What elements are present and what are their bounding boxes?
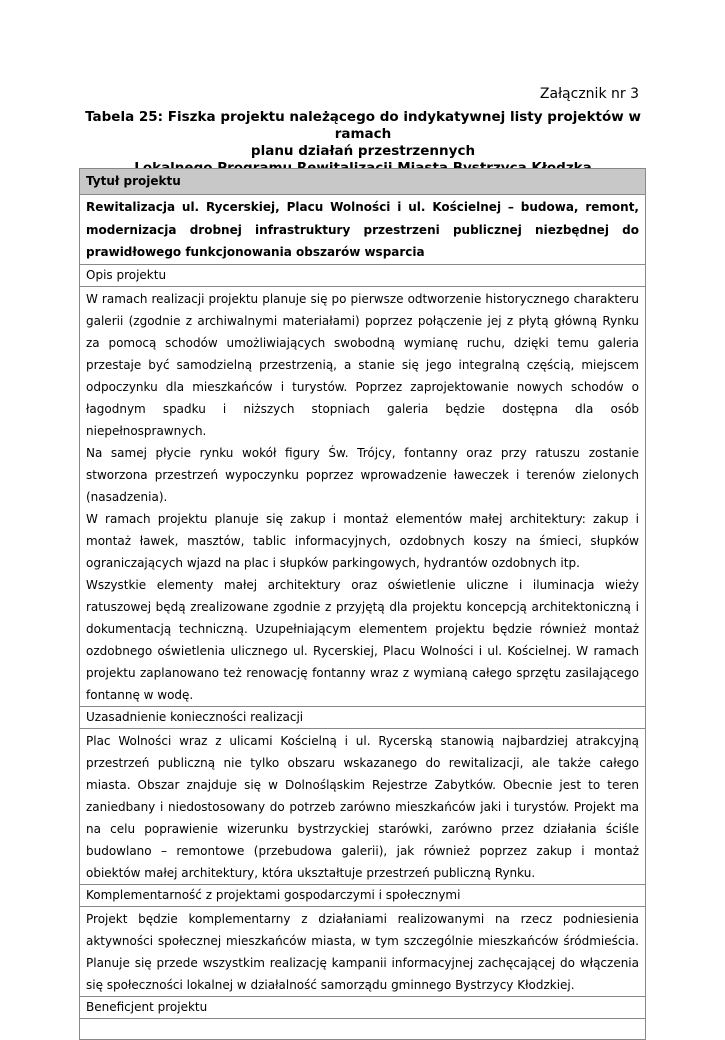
table-row <box>80 195 646 265</box>
description-value <box>80 286 646 706</box>
table-row <box>80 706 646 728</box>
description-paragraph: W ramach realizacji projektu planuje się po pierwsze odtworzenie historycznego charakteru galerii (zgodnie z archiwalnymi materiałami) poprzez połączenie jej z płytą główną Rynku za pomocą schodów umożliwiających swobodną wymianę ruchu, dzięki temu galeria przestaje być samodzielną przestrzenią, a stanie się jego integralną częścią, miejscem odpoczynku dla mieszkańców i turystów. Poprzez zaprojektowanie nowych schodów o łagodnym spadku i niższych stopniach galeria będzie dostępna dla osób niepełnosprawnych. <box>86 291 639 438</box>
description-paragraph: W ramach projektu planuje się zakup i montaż elementów małej architektury: zakup i montaż ławek, masztów, tablic informacyjnych, ozdobnych koszy na śmieci, słupków ograniczających wjazd na plac i słupków parkingowych, hydrantów ozdobnych itp. <box>86 511 639 570</box>
project-title-value: Rewitalizacja ul. Rycerskiej, Placu Wolności i ul. Kościelnej – budowa, remont, modernizacja drobnej infrastruktury przestrzeni publicznej niezbędnej do prawidłowego funkcjonowania obszarów wsparcia <box>80 195 646 265</box>
beneficiary-value <box>80 1018 646 1039</box>
caption-line-1: Tabela 25: Fiszka projektu należącego do indykatywnej listy projektów w ramach <box>85 109 641 142</box>
table-row <box>80 884 646 906</box>
justification-label: Uzasadnienie konieczności realizacji <box>80 706 646 728</box>
table-row <box>80 169 646 195</box>
description-paragraph: Na samej płycie rynku wokół figury Św. Trójcy, fontanny oraz przy ratuszu zostanie stworzona przestrzeń wypoczynku poprzez wprowadzenie ławeczek i terenów zielonych (nasadzenia). <box>86 445 639 504</box>
table-row <box>80 996 646 1018</box>
beneficiary-label: Beneficjent projektu <box>80 996 646 1018</box>
table-row <box>80 264 646 286</box>
table-row <box>80 728 646 884</box>
table-row <box>80 1018 646 1039</box>
table-row <box>80 286 646 706</box>
justification-value: Plac Wolności wraz z ulicami Kościelną i ul. Rycerską stanowią najbardziej atrakcyjną przestrzeń publiczną nie tylko obszaru wskazanego do rewitalizacji, ale także całego miasta. Obszar znajduje się w Dolnośląskim Rejestrze Zabytków. Obecnie jest to teren zaniedbany i niedostosowany do potrzeb zarówno mieszkańców jaki i turystów. Projekt ma na celu poprawienie wizerunku bystrzyckiej starówki, zarówno przez działania ściśle budowlano – remontowe (przebudowa galerii), jak również poprzez zakup i montaż obiektów małej architektury, która ukształtuje przestrzeń publiczną Rynku. <box>80 728 646 884</box>
complementarity-label: Komplementarność z projektami gospodarczymi i społecznymi <box>80 884 646 906</box>
project-card-table <box>79 168 646 1040</box>
description-paragraph: Wszystkie elementy małej architektury oraz oświetlenie uliczne i iluminacja wieży ratuszowej będą zrealizowane zgodnie z przyjętą dla projektu koncepcją architektoniczną i dokumentacją techniczną. Uzupełniającym elementem projektu będzie również montaż ozdobnego oświetlenia ulicznego ul. Rycerskiej, Placu Wolności i ul. Kościelnej. W ramach projektu zaplanowano też renowację fontanny wraz z wymianą całego sprzętu zasilającego fontannę w wodę. <box>86 577 639 702</box>
table-caption <box>80 109 646 177</box>
caption-line-2: planu działań przestrzennych <box>250 143 476 159</box>
annex-number: Załącznik nr 3 <box>539 86 639 102</box>
description-label: Opis projektu <box>80 264 646 286</box>
project-title-label: Tytuł projektu <box>80 169 646 195</box>
complementarity-value: Projekt będzie komplementarny z działaniami realizowanymi na rzecz podniesienia aktywności społecznej mieszkańców miasta, w tym szczególnie mieszkańców śródmieścia. Planuje się przede wszystkim realizację kampanii informacyjnej zachęcającej do włączenia się społeczności lokalnej w działalność samorządu gminnego Bystrzycy Kłodzkiej. <box>80 906 646 996</box>
table-row <box>80 906 646 996</box>
